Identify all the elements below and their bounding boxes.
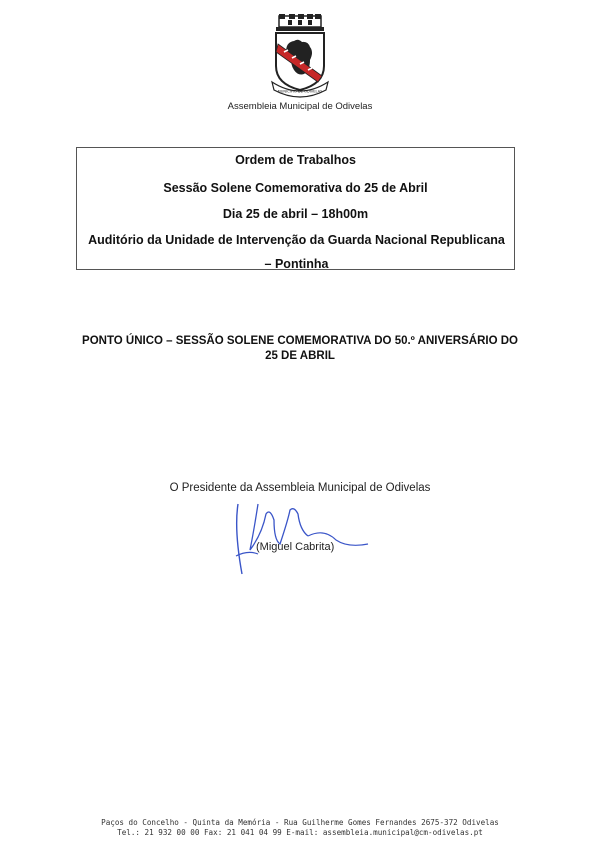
agenda-box (76, 147, 515, 270)
assembly-name: Assembleia Municipal de Odivelas (227, 101, 373, 112)
handwritten-signature (228, 500, 388, 580)
president-title: O Presidente da Assembleia Municipal de Odivelas (169, 482, 431, 494)
session-date-time: Dia 25 de abril – 18h00m (222, 207, 369, 221)
session-title: Sessão Solene Comemorativa do 25 de Abril (163, 181, 428, 195)
footer-contacts: Tel.: 21 932 00 00 Fax: 21 041 04 99 E-mail: assembleia.municipal@cm-odivelas.pt (117, 828, 483, 837)
session-venue: Auditório da Unidade de Intervenção da Guarda Nacional Republicana – Pontinha (88, 233, 505, 271)
page-footer (0, 818, 600, 838)
coat-of-arms-icon (264, 14, 336, 98)
agenda-title: Ordem de Trabalhos (235, 153, 356, 167)
svg-text:MUNICIPIO DE ODIVELAS: MUNICIPIO DE ODIVELAS (277, 89, 323, 94)
single-agenda-point: PONTO ÚNICO – SESSÃO SOLENE COMEMORATIVA DO 50.º ANIVERSÁRIO DO 25 DE ABRIL (82, 335, 518, 362)
footer-address: Paços do Concelho - Quinta da Memória - Rua Guilherme Gomes Fernandes 2675-372 Odivelas (101, 818, 499, 827)
signer-name: (Miguel Cabrita) (256, 541, 335, 553)
